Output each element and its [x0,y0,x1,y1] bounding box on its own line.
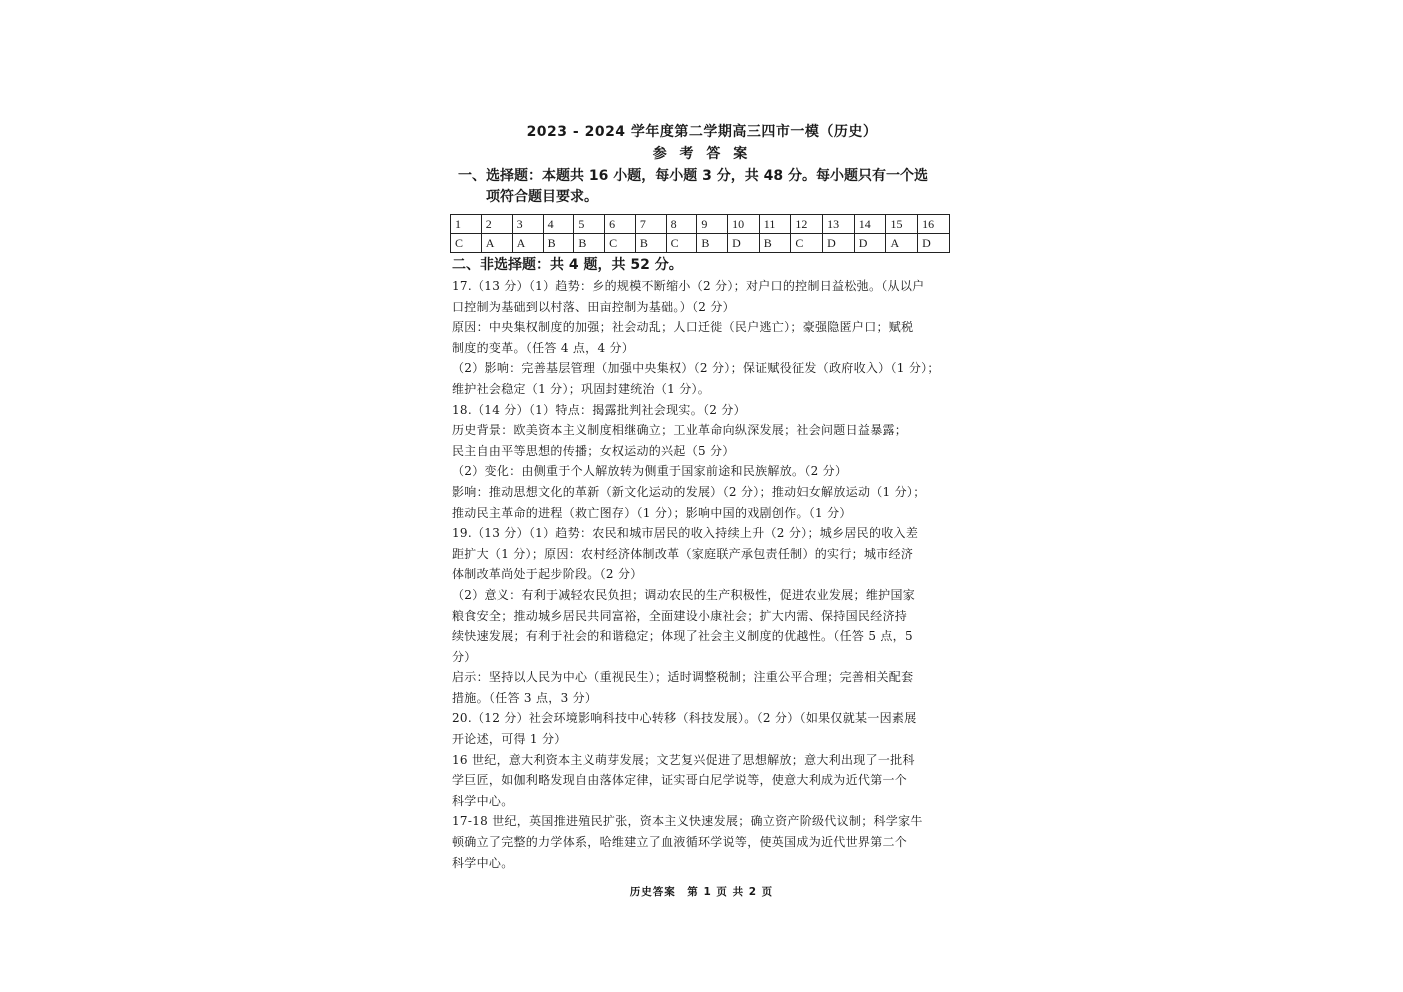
document-title: 2023 - 2024 学年度第二学期高三四市一模（历史） [526,124,878,140]
text-line: 民主自由平等思想的传播；女权运动的兴起（5 分） [452,443,735,458]
text-line: 16 世纪，意大利资本主义萌芽发展；文艺复兴促进了思想解放；意大利出现了一批科 [452,752,915,767]
text-line: 口控制为基础到以村落、田亩控制为基础。）（2 分） [452,299,735,314]
answer-letter: D [918,234,950,253]
answer-letter: C [666,234,697,253]
text-line: 推动民主革命的进程（救亡图存）（1 分）；影响中国的戏剧创作。（1 分） [452,505,852,520]
text-line: 17-18 世纪，英国推进殖民扩张，资本主义快速发展；确立资产阶级代议制；科学家牛 [452,814,923,829]
answer-sheet-page [452,122,952,873]
answer-letter: A [512,234,543,253]
text-line: （2）影响：完善基层管理（加强中央集权）（2 分）；保证赋役征发（政府收入）（1 分）； [452,361,940,376]
section-choice-line2: 项符合题目要求。 [486,189,598,205]
section-nonchoice-heading: 二、非选择题：共 4 题，共 52 分。 [452,257,683,273]
answer-table-answers-row [451,234,950,253]
text-line: 维护社会稳定（1 分）；巩固封建统治（1 分）。 [452,381,711,396]
answer-letter: B [635,234,666,253]
question-number: 16 [918,215,950,234]
text-line: 顿确立了完整的力学体系，哈维建立了血液循环学说等，使英国成为近代世界第二个 [452,835,908,850]
text-line: 分） [452,649,477,664]
text-line: （2）变化：由侧重于个人解放转为侧重于国家前途和民族解放。（2 分） [452,464,848,479]
answer-table-numbers-row [451,215,950,234]
question-number: 10 [728,215,760,234]
question-number: 6 [605,215,636,234]
answer-body [452,276,952,873]
text-line: 制度的变革。（任答 4 点，4 分） [452,340,635,355]
answer-letter: C [605,234,636,253]
question-number: 3 [512,215,543,234]
question-number: 5 [574,215,605,234]
question-number: 1 [451,215,482,234]
text-line: 18.（14 分）（1）特点：揭露批判社会现实。（2 分） [452,402,746,417]
text-line: 17.（13 分）（1）趋势：乡的规模不断缩小（2 分）；对户口的控制日益松弛。（从以户 [452,279,925,293]
text-line: 原因：中央集权制度的加强；社会动乱；人口迁徙（民户逃亡）；豪强隐匿户口；赋税 [452,320,914,335]
answer-letter: C [791,234,823,253]
question-number: 4 [543,215,574,234]
answer-letter: C [451,234,482,253]
answer-letter: A [481,234,512,253]
text-line: 历史背景：欧美资本主义制度相继确立；工业革命向纵深发展；社会问题日益暴露； [452,423,908,438]
text-line: 启示：坚持以人民为中心（重视民生）；适时调整税制；注重公平合理；完善相关配套 [452,670,914,685]
answer-letter: A [886,234,918,253]
question-number: 13 [823,215,855,234]
question-number: 11 [759,215,791,234]
text-line: 开论述，可得 1 分） [452,732,567,747]
answer-letter: B [697,234,728,253]
answer-letter: B [543,234,574,253]
answer-letter: D [854,234,886,253]
page-footer: 历史答案 第 1 页 共 2 页 [629,886,774,898]
answer-letter: D [823,234,855,253]
answer-letter: B [759,234,791,253]
question-number: 8 [666,215,697,234]
text-line: 20.（12 分）社会环境影响科技中心转移（科技发展）。（2 分）（如果仅就某一因素展 [452,711,917,726]
text-line: 科学中心。 [452,793,514,808]
text-line: 措施。（任答 3 点，3 分） [452,690,598,705]
question-number: 12 [791,215,823,234]
section-choice-line1: 一、选择题：本题共 16 小题，每小题 3 分，共 48 分。每小题只有一个选 [458,168,928,184]
question-number: 7 [635,215,666,234]
question-number: 14 [854,215,886,234]
document-subtitle: 参 考 答 案 [652,146,752,162]
text-line: 体制改革尚处于起步阶段。（2 分） [452,567,643,582]
text-line: 续快速发展；有利于社会的和谐稳定；体现了社会主义制度的优越性。（任答 5 点，5 [452,629,913,644]
text-line: 粮食安全；推动城乡居民共同富裕，全面建设小康社会；扩大内需、保持国民经济持 [452,608,908,623]
text-line: （2）意义：有利于减轻农民负担；调动农民的生产积极性，促进农业发展；维护国家 [452,587,916,602]
question-number: 15 [886,215,918,234]
text-line: 影响：推动思想文化的革新（新文化运动的发展）（2 分）；推动妇女解放运动（1 分）； [452,484,926,499]
text-line: 19.（13 分）（1）趋势：农民和城市居民的收入持续上升（2 分）；城乡居民的收入差 [452,526,919,541]
text-line: 学巨匠，如伽利略发现自由落体定律，证实哥白尼学说等，使意大利成为近代第一个 [452,773,908,788]
answer-letter: D [728,234,760,253]
question-number: 2 [481,215,512,234]
text-line: 距扩大（1 分）；原因：农村经济体制改革（家庭联产承包责任制）的实行；城市经济 [452,546,914,561]
answer-table [450,214,950,253]
answer-letter: B [574,234,605,253]
section-choice-heading [452,166,952,208]
question-number: 9 [697,215,728,234]
text-line: 科学中心。 [452,855,514,870]
